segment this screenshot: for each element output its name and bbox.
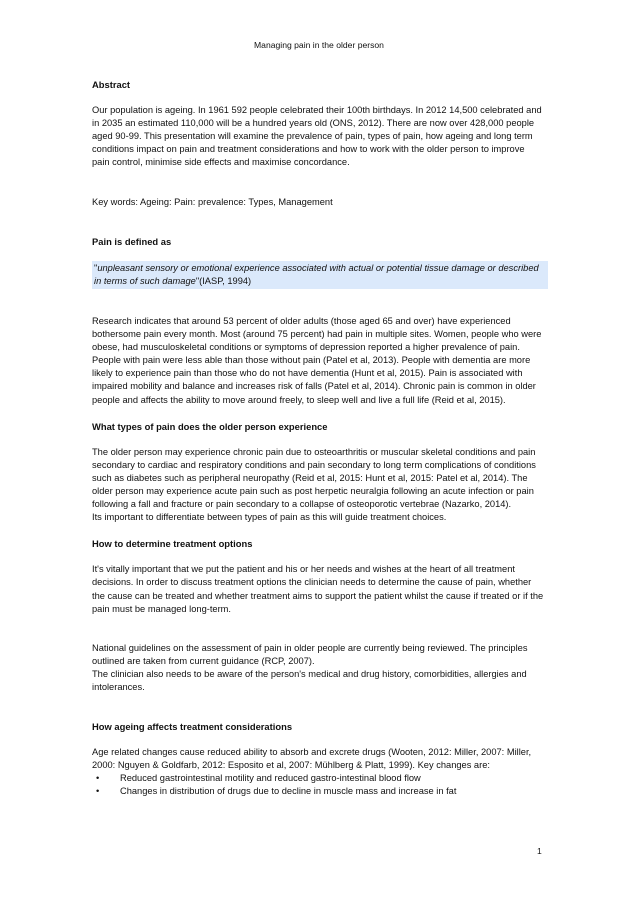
ageing-heading: How ageing affects treatment considerations: [92, 721, 293, 733]
abstract-heading: Abstract: [92, 79, 131, 90]
list-item-text: Changes in distribution of drugs due to decline in muscle mass and increase in fat: [120, 786, 457, 797]
bullet-mark: •: [96, 773, 100, 784]
key-changes-list: [92, 772, 544, 798]
document-body: [92, 78, 544, 799]
bullet-mark: •: [96, 786, 100, 797]
prevalence-paragraph: Research indicates that around 53 percent of older adults (those aged 65 and over) have experienced bothersome pain every month. Most (around 75 percent) had pain in multiple sites. Women, people who were obese, had musculoskeletal conditions or symptoms of depression reported a higher prevalence of pain. People with pain were less able than those without pain (Patel et al, 2013). People with dementia are more likely to experience pain than those who do not have dementia (Hunt et al, 2015). Pain is associated with impaired mobility and balance and increases risk of falls (Patel et al, 2014). Chronic pain is common in older people and affects the ability to move around freely, to sleep well and live a full life (Reid et al, 2015).: [92, 315, 542, 405]
types-paragraph: The older person may experience chronic pain due to osteoarthritis or muscular skeletal conditions and pain secondary to cardiac and respiratory conditions and pain secondary to long term complications of conditions such as diabetes such as peripheral neuropathy (Reid et al, 2015: Hunt et al, 2015: Patel et al, 2014). The older person may experience acute pain such as post herpetic neuralgia following an acute infection or pain following a fall and fracture or pain secondary to a collapse of osteoporotic vertebrae (Nazarko, 2014).: [92, 446, 536, 510]
list-item: [92, 772, 544, 785]
abstract-paragraph: Our population is ageing. In 1961 592 people celebrated their 100th birthdays. In 2012 14,500 celebrated and in 2035 an estimated 110,000 will be a hundred years old (ONS, 2012). There are now over 428,000 people aged 90-99. This presentation will examine the prevalence of pain, types of pain, how ageing and long term conditions impact on pain and treatment considerations and how to work with the older person to improve pain control, minimise side effects and maximise concordance.: [92, 105, 542, 168]
page-number: 1: [537, 846, 542, 856]
types-differentiate-line: Its important to differentiate between types of pain as this will guide treatment choices.: [92, 512, 447, 523]
running-header: Managing pain in the older person: [254, 40, 384, 50]
types-heading: What types of pain does the older person experience: [92, 420, 328, 432]
ageing-paragraph: Age related changes cause reduced ability to absorb and excrete drugs (Wooten, 2012: Miller, 2007: Miller, 2000: Nguyen & Goldfarb, 2012: Esposito et al, 2007: Mühlberg & Platt, 1999). Key changes are:: [92, 747, 532, 771]
quote-citation: "(IASP, 1994): [195, 275, 252, 286]
pain-definition-quote: [92, 261, 548, 289]
quote-text: unpleasant sensory or emotional experience associated with actual or potential tissue damage or described in terms of such damage: [94, 262, 539, 286]
clinician-awareness-paragraph: The clinician also needs to be aware of the person's medical and drug history, comorbidities, allergies and intolerances.: [92, 668, 527, 692]
keywords-line: Key words: Ageing: Pain: prevalence: Types, Management: [92, 196, 333, 207]
treatment-heading: How to determine treatment options: [92, 538, 253, 550]
list-item: [92, 785, 544, 798]
pain-defined-heading: Pain is defined as: [92, 235, 172, 247]
list-item-text: Reduced gastrointestinal motility and reduced gastro-intestinal blood flow: [120, 773, 421, 784]
quote-open-mark: ": [94, 262, 98, 273]
treatment-paragraph: It's vitally important that we put the patient and his or her needs and wishes at the heart of all treatment decisions. In order to discuss treatment options the clinician needs to determine the cause of pain, whether the cause can be treated and whether treatment aims to support the patient whilst the cause if treated or if the pain must be managed long-term.: [92, 564, 544, 614]
guidelines-paragraph: National guidelines on the assessment of pain in older people are currently being reviewed. The principles outlined are taken from current guidance (RCP, 2007).: [92, 642, 528, 666]
